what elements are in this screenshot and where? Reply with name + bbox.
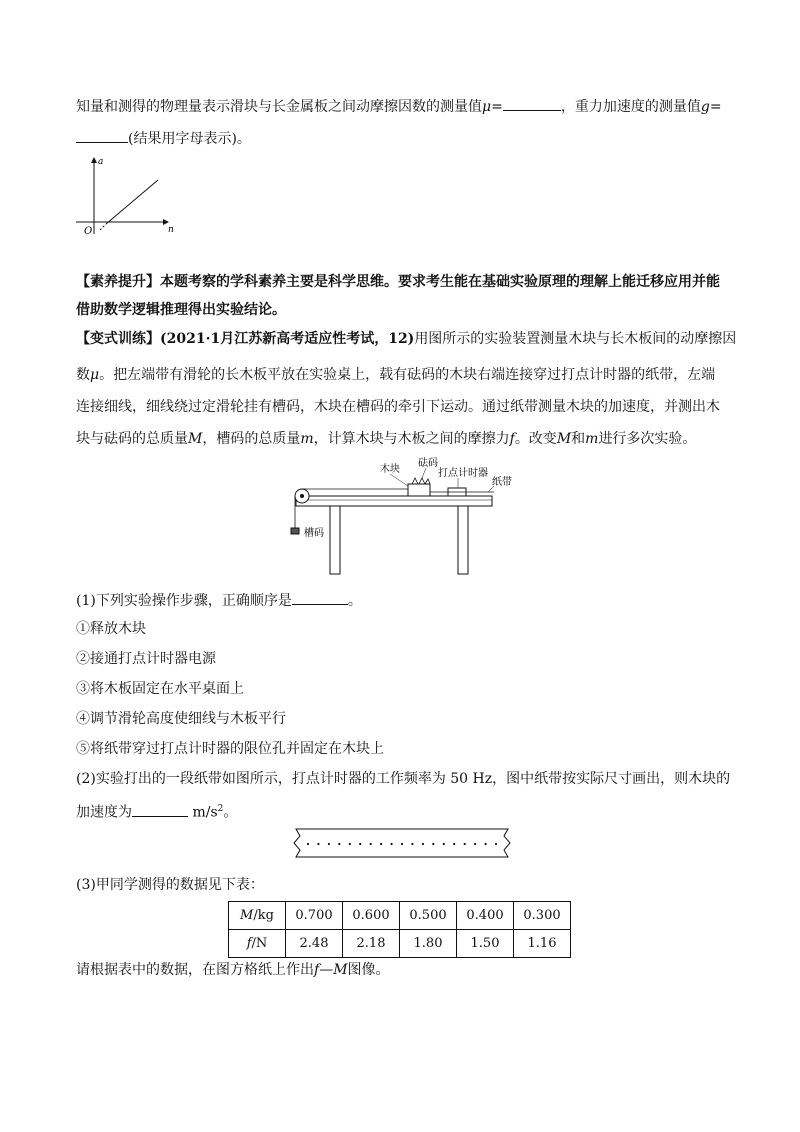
label-line-block — [390, 474, 408, 486]
paper-tape-figure — [286, 825, 518, 861]
m-symbol: m — [300, 431, 314, 447]
label-timer: 打点计时器 — [438, 468, 488, 479]
answer-blank-mu[interactable] — [503, 96, 561, 111]
dash: — — [319, 962, 334, 978]
extrapolation-line — [100, 224, 106, 230]
N-unit: /N — [251, 936, 268, 951]
q2-text: 加速度为 — [76, 804, 132, 821]
equals-2: = — [709, 99, 722, 115]
label-tape: 纸带 — [492, 477, 512, 488]
bianshi-text: 用图所示的实验装置测量木块与长木板间的动摩擦因 — [414, 331, 737, 347]
answer-blank-g[interactable] — [76, 128, 128, 143]
table-cell: 2.18 — [343, 930, 400, 958]
f-var: f — [246, 936, 252, 951]
intro-text-2: ，重力加速度的测量值 — [560, 99, 701, 115]
a-n-graph — [70, 150, 180, 240]
equals: = — [491, 99, 503, 115]
tape-dot — [432, 843, 434, 845]
M-var-2: M — [333, 962, 348, 978]
tape-dot — [349, 843, 351, 845]
q2-end: 。 — [223, 804, 238, 821]
data-table — [228, 901, 571, 958]
table-cell: 1.50 — [457, 930, 514, 958]
label-weights: 砝码 — [418, 458, 438, 469]
table-cell: 0.500 — [400, 902, 457, 930]
q2-line-1: (2)实验打出的一段纸带如图所示，打点计时器的工作频率为 50 Hz，图中纸带按实际尺寸画出，则木块的 — [76, 771, 731, 787]
mu-symbol-2: μ — [90, 367, 100, 383]
pulley-axle — [300, 494, 304, 498]
text-4a: 块与砝码的总质量 — [76, 431, 188, 447]
tape-dot — [359, 843, 361, 845]
wood-block — [408, 484, 430, 496]
y-axis-label: a — [98, 157, 104, 167]
mass-header — [229, 902, 286, 930]
suyang-line-2 — [76, 300, 286, 320]
suyang-line-1 — [76, 272, 720, 292]
intro-text: 知量和测得的物理量表示滑块与长金属板之间动摩擦因数的测量值 — [76, 99, 482, 115]
f-symbol: f — [509, 431, 515, 447]
q1-text: (1)下列实验操作步骤，正确顺序是 — [76, 593, 292, 609]
x-axis-label: n — [168, 225, 174, 235]
text-4f: 进行多次实验。 — [598, 431, 697, 447]
mu-symbol: μ — [482, 99, 492, 115]
table-leg-right — [458, 506, 468, 574]
kg-unit: /kg — [253, 908, 274, 923]
step-1: ①释放木块 — [76, 621, 146, 637]
hanging-weight — [291, 528, 299, 534]
bianshi-line-4 — [76, 429, 696, 449]
step-4: ④调节滑轮高度使细线与木板平行 — [76, 711, 286, 727]
tape-dot — [464, 843, 466, 845]
answer-blank-acceleration[interactable] — [132, 802, 188, 817]
tape-dot — [380, 843, 382, 845]
tape-dot — [370, 843, 372, 845]
q3-instruction — [76, 960, 390, 980]
text-4e: 和 — [571, 431, 586, 447]
bianshi-text-2b: 。把左端带有滑轮的长木板平放在实验桌上，载有砝码的木块右端连接穿过打点计时器的纸带，左端 — [99, 367, 716, 383]
f-var-2: f — [314, 962, 320, 978]
step-2: ②接通打点计时器电源 — [76, 651, 216, 667]
suyang-text-2: 借助数学逻辑推理得出实验结论。 — [76, 302, 286, 318]
bianshi-line-3 — [76, 397, 720, 417]
tape-dot — [495, 843, 497, 845]
tape-dot — [391, 843, 393, 845]
g-symbol: g — [700, 99, 710, 115]
tape-dot — [474, 843, 476, 845]
table-cell: 2.48 — [286, 930, 343, 958]
tape-dot — [411, 843, 413, 845]
table-row-friction — [229, 930, 571, 958]
table-cell: 0.400 — [457, 902, 514, 930]
tape-dot — [422, 843, 424, 845]
q1-prompt — [76, 590, 362, 611]
q3-end: 图像。 — [347, 962, 390, 978]
table-cell: 0.300 — [514, 902, 571, 930]
bianshi-source: (2021·1月江苏新高考适应性考试，12) — [160, 331, 415, 347]
intro-line-2 — [76, 128, 251, 149]
table-leg-left — [330, 506, 340, 574]
q3-line: (3)甲同学测得的数据见下表： — [76, 877, 264, 893]
bianshi-label: 【变式训练】 — [76, 331, 160, 347]
label-line-weights — [422, 468, 426, 478]
tape-dot — [401, 843, 403, 845]
q3-text: 请根据表中的数据，在图方格纸上作出 — [76, 962, 314, 978]
label-block: 木块 — [380, 464, 400, 475]
weights-on-block — [412, 478, 430, 484]
label-hanging-weight: 槽码 — [304, 528, 324, 539]
graph-line — [106, 180, 158, 224]
q1-end: 。 — [347, 593, 362, 609]
M-symbol: M — [188, 431, 203, 447]
tape-dot — [338, 843, 340, 845]
table-cell: 1.16 — [514, 930, 571, 958]
tape-dot — [307, 843, 309, 845]
tape-dot — [485, 843, 487, 845]
bianshi-text-3: 连接细线，细线绕过定滑轮挂有槽码，木块在槽码的牵引下运动。通过纸带测量木块的加速度，并测出木 — [76, 399, 720, 415]
bianshi-line-2 — [76, 365, 715, 385]
m-symbol-2: m — [585, 431, 599, 447]
table-cell: 1.80 — [400, 930, 457, 958]
apparatus-figure — [282, 456, 512, 578]
table-cell: 0.700 — [286, 902, 343, 930]
q2-line-2 — [76, 799, 237, 823]
bianshi-text-2a: 数 — [76, 367, 90, 383]
origin-label: O — [84, 226, 93, 237]
long-board — [296, 496, 492, 506]
answer-blank-order[interactable] — [292, 590, 348, 605]
tape-dot — [453, 843, 455, 845]
unit-exponent: 2 — [217, 804, 224, 814]
suyang-label: 【素养提升】 — [76, 274, 160, 290]
suyang-text: 本题考察的学科素养主要是科学思维。要求考生能在基础实验原理的理解上能迁移应用并能 — [160, 274, 720, 290]
text-4d: 。改变 — [514, 431, 557, 447]
unit: m/s — [192, 804, 218, 821]
M-symbol-2: M — [556, 431, 572, 447]
M-var: M — [240, 908, 254, 923]
table-cell: 0.600 — [343, 902, 400, 930]
bianshi-line-1 — [76, 329, 736, 349]
step-3: ③将木板固定在水平桌面上 — [76, 681, 244, 697]
text-4b: ，槽码的总质量 — [202, 431, 301, 447]
step-5: ⑤将纸带穿过打点计时器的限位孔并固定在木块上 — [76, 741, 384, 757]
intro-note: (结果用字母表示)。 — [128, 131, 251, 147]
intro-line-1 — [76, 96, 722, 117]
friction-header — [229, 930, 286, 958]
tape-dot — [443, 843, 445, 845]
table-row-mass — [229, 902, 571, 930]
text-4c: ，计算木块与木板之间的摩擦力 — [313, 431, 510, 447]
tape-dot — [317, 843, 319, 845]
tape-dot — [328, 843, 330, 845]
